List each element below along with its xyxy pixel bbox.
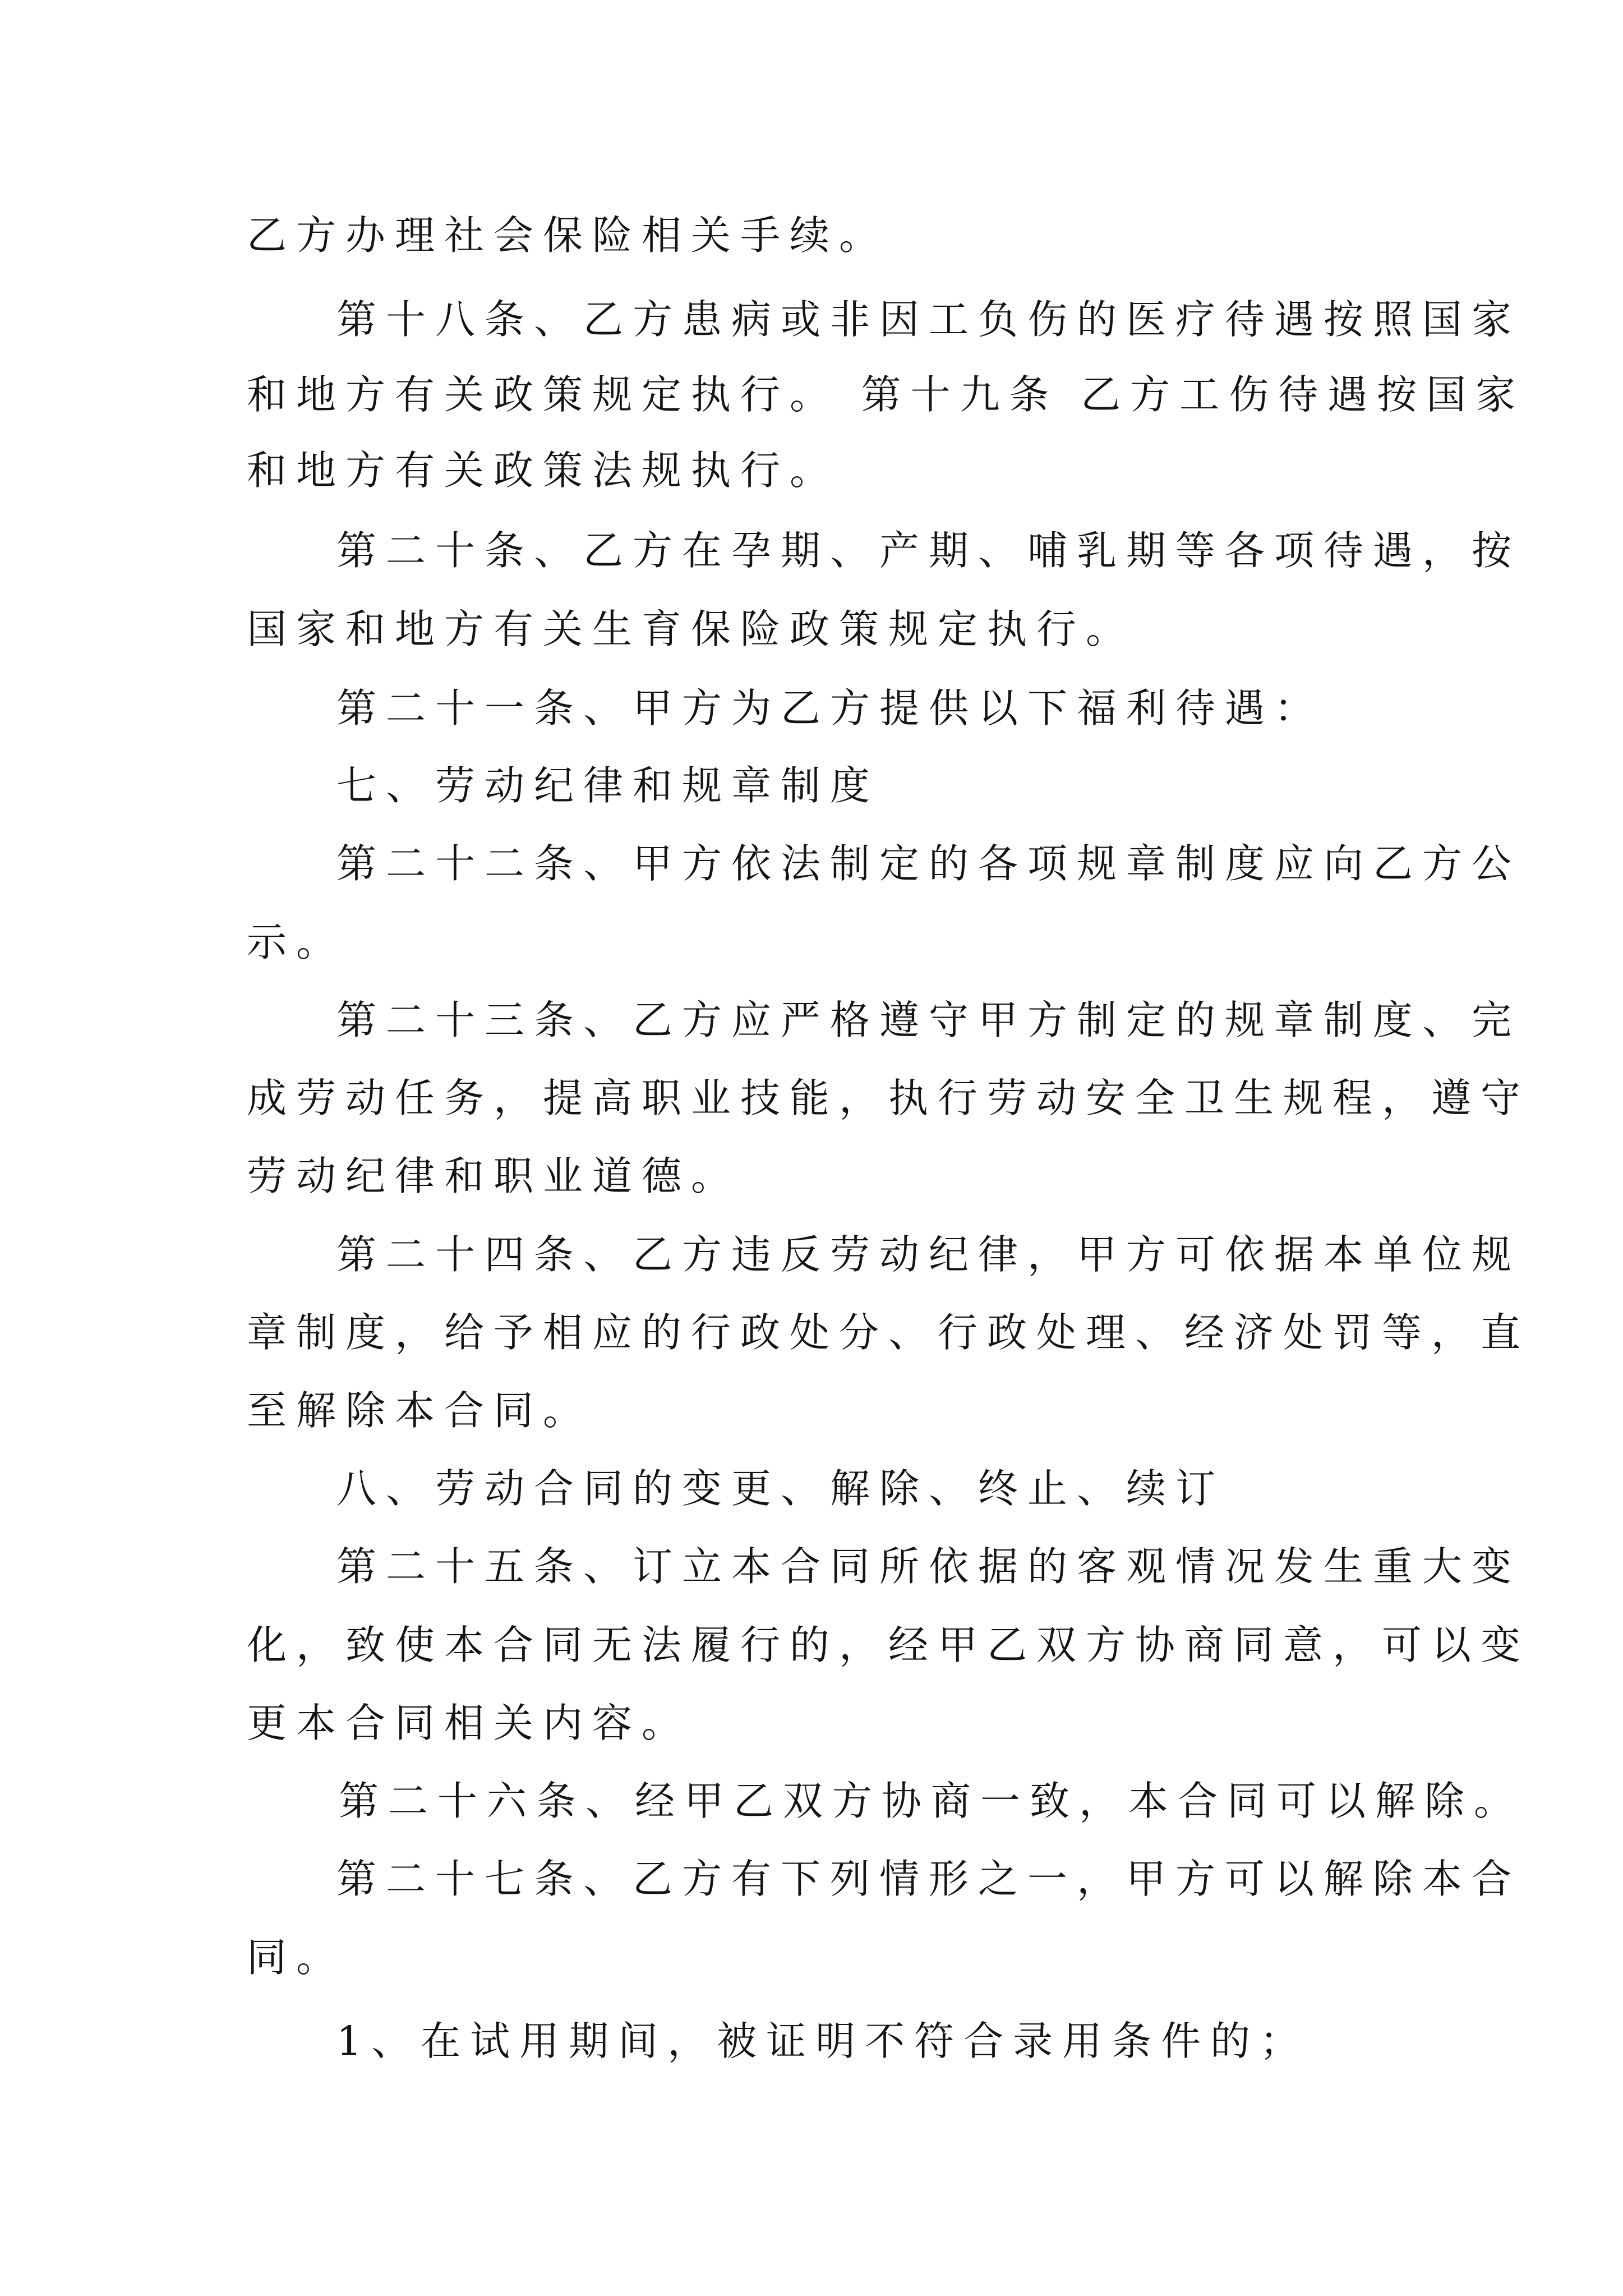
text-line: 第二十五条、订立本合同所依据的客观情况发生重大变 [336,1543,1521,1590]
section-heading: 七、劳动纪律和规章制度 [336,762,880,809]
section-heading: 八、劳动合同的变更、解除、终止、续订 [336,1465,1225,1512]
text-line: 劳动纪律和职业道德。 [247,1153,741,1199]
text-line: 章制度，给予相应的行政处分、行政处理、经济处罚等，直 [247,1309,1530,1356]
text-line: 至解除本合同。 [247,1387,593,1434]
text-line: 和地方有关政策法规执行。 [247,447,840,494]
text-line: 同。 [247,1934,346,1981]
text-line: 乙方办理社会保险相关手续。 [247,212,889,259]
text-line: 成劳动任务，提高职业技能，执行劳动安全卫生规程，遵守 [247,1075,1530,1121]
text-line: 第二十三条、乙方应严格遵守甲方制定的规章制度、完 [336,997,1521,1043]
text-line: 1、在试用期间，被证明不符合录用条件的； [336,2018,1310,2064]
text-line: 化，致使本合同无法履行的，经甲乙双方协商同意，可以变 [247,1622,1530,1668]
text-line: 示。 [247,919,346,965]
text-line: 第二十四条、乙方违反劳动纪律，甲方可依据本单位规 [336,1231,1521,1278]
text-line: 第二十一条、甲方为乙方提供以下福利待遇： [336,685,1324,731]
text-line: 和地方有关政策规定执行。 第十九条 乙方工伤待遇按国家 [247,371,1525,418]
text-line: 第二十六条、经甲乙双方协商一致，本合同可以解除。 [339,1778,1524,1824]
text-line: 第二十条、乙方在孕期、产期、哺乳期等各项待遇，按 [336,527,1521,574]
text-line: 第二十二条、甲方依法制定的各项规章制度应向乙方公 [336,840,1521,887]
text-line: 第十八条、乙方患病或非因工负伤的医疗待遇按照国家 [336,296,1521,343]
text-line: 更本合同相关内容。 [247,1700,691,1746]
text-line: 国家和地方有关生育保险政策规定执行。 [247,606,1136,652]
text-line: 第二十七条、乙方有下列情形之一，甲方可以解除本合 [336,1856,1521,1902]
